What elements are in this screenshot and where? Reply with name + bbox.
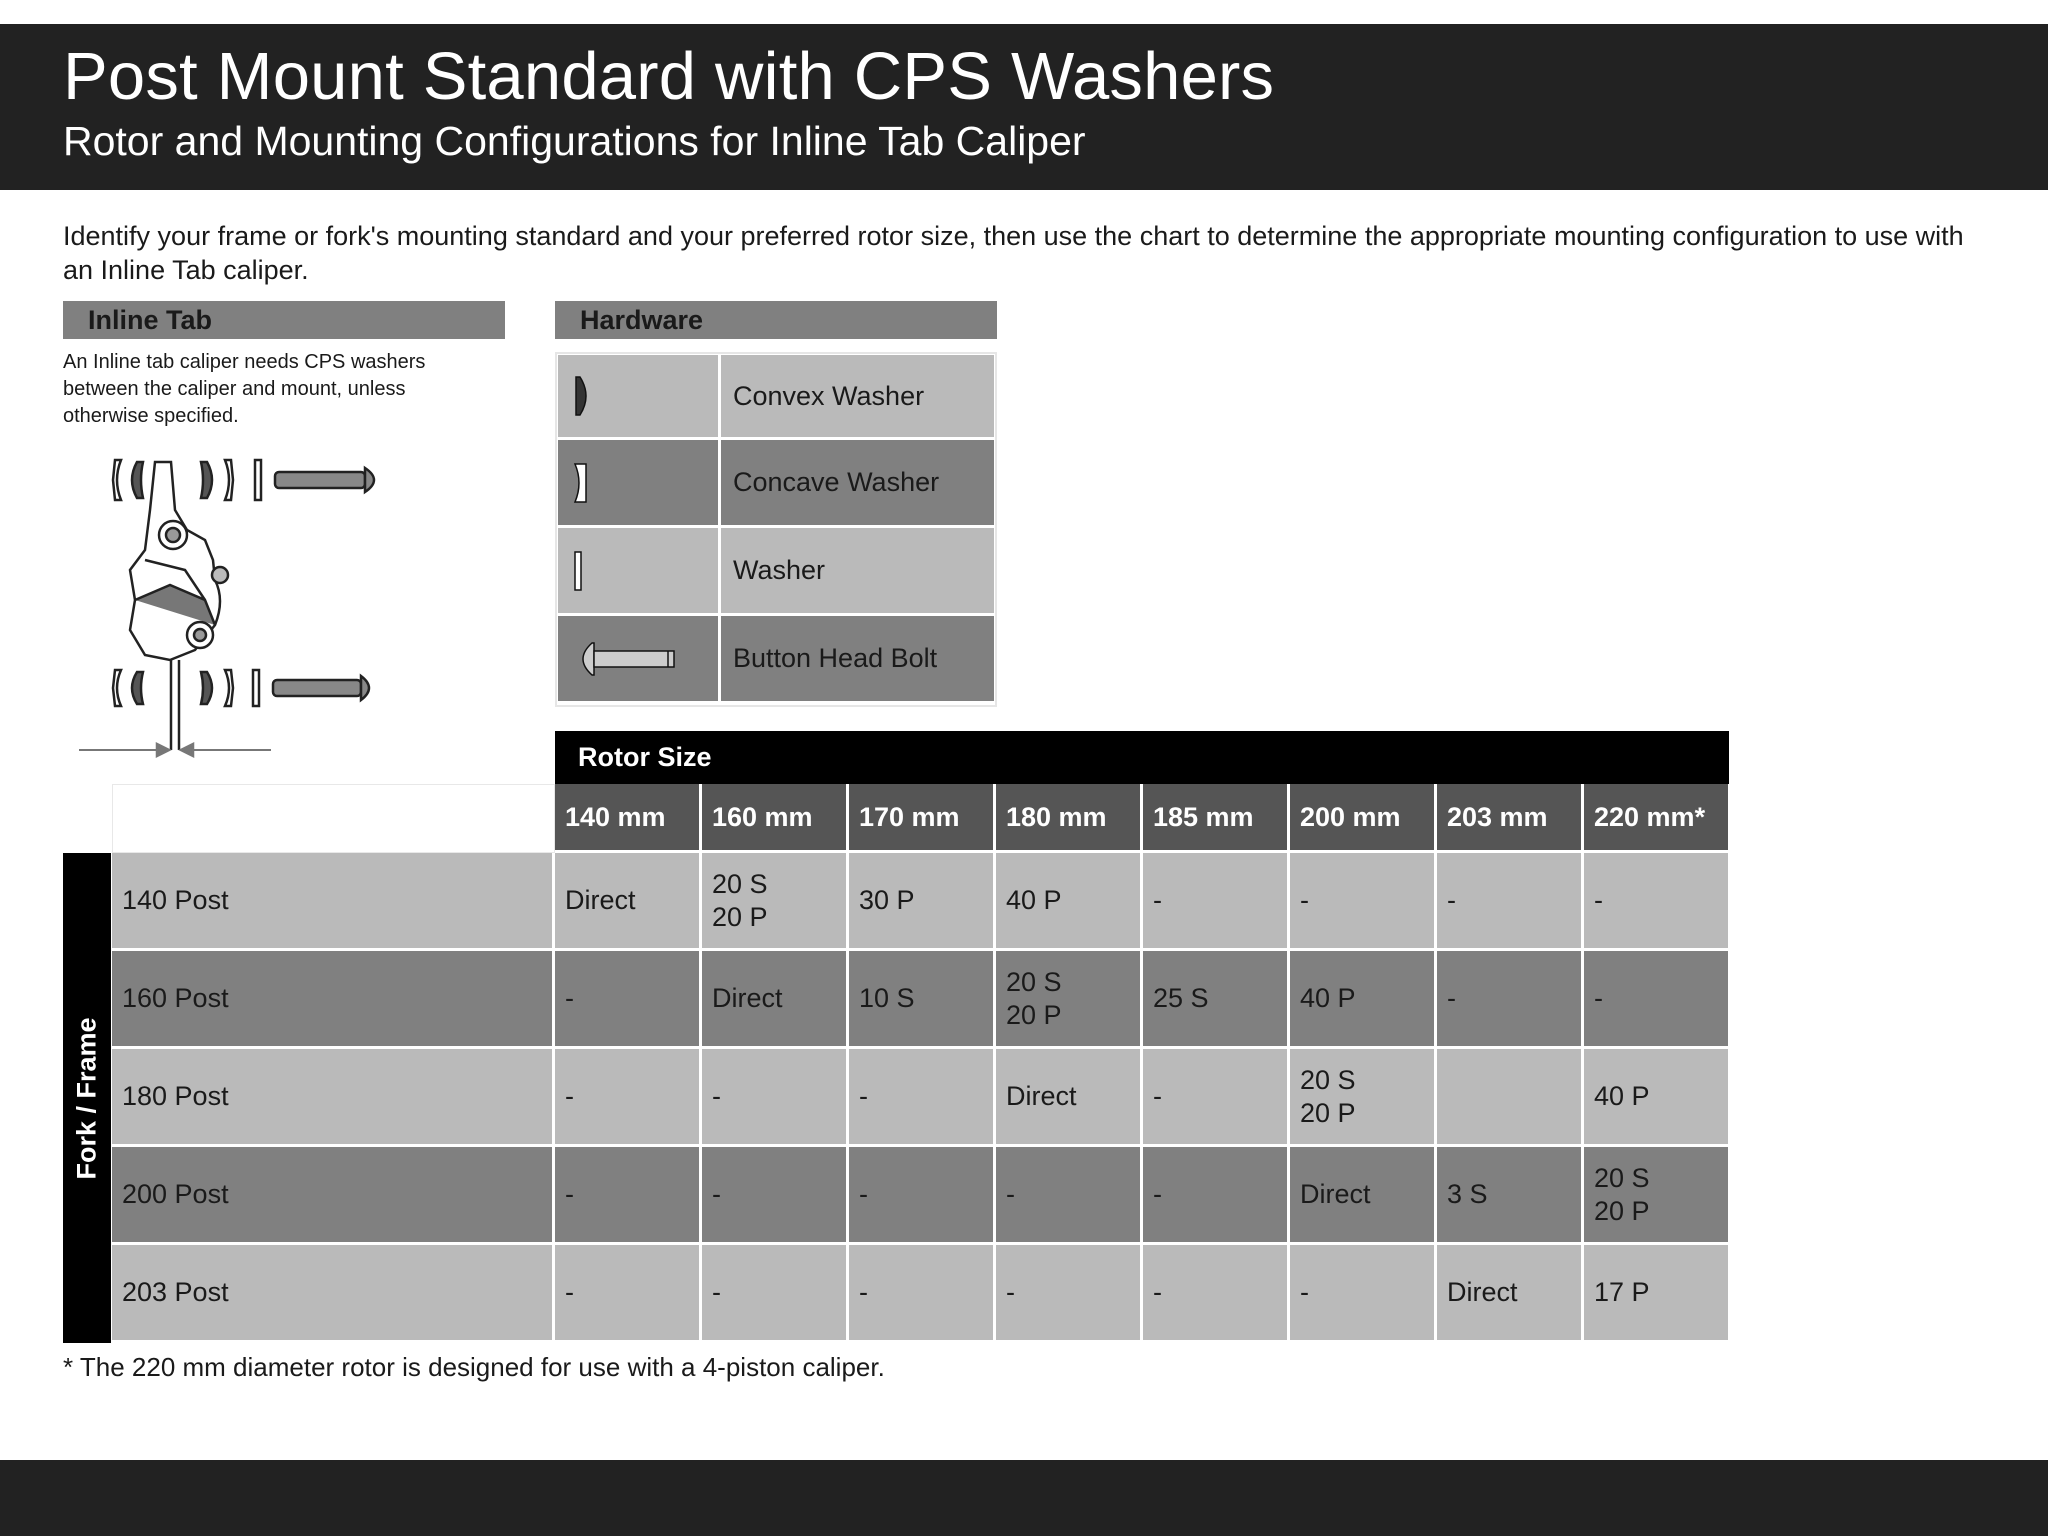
page-header (0, 24, 2048, 190)
column-header: 220 mm* (1584, 784, 1731, 853)
table-row (112, 853, 1731, 951)
table-cell: - (1437, 853, 1584, 951)
hardware-row (555, 352, 997, 440)
column-header: 200 mm (1290, 784, 1437, 853)
page-subtitle: Rotor and Mounting Configurations for Inline Tab Caliper (63, 118, 1086, 164)
column-header: 140 mm (555, 784, 702, 853)
hardware-label: Button Head Bolt (721, 616, 994, 701)
table-cell: - (1143, 1049, 1290, 1147)
table-cell: - (1584, 853, 1731, 951)
table-cell: - (1584, 951, 1731, 1049)
table-cell: - (1143, 853, 1290, 951)
table-cell: Direct (702, 951, 849, 1049)
table-cell: 3 S (1437, 1147, 1584, 1245)
configuration-table (112, 784, 1731, 1343)
table-cell: - (996, 1147, 1143, 1245)
column-header: 170 mm (849, 784, 996, 853)
table-cell: 17 P (1584, 1245, 1731, 1343)
footnote: * The 220 mm diameter rotor is designed for use with a 4-piston caliper. (63, 1352, 885, 1382)
table-cell: 20 S 20 P (702, 853, 849, 951)
table-cell: 25 S (1143, 951, 1290, 1049)
table-cell: - (996, 1245, 1143, 1343)
inline-tab-description: An Inline tab caliper needs CPS washers between the caliper and mount, unless otherwise specified. (63, 351, 426, 427)
hardware-row (555, 440, 997, 528)
table-cell: - (1143, 1245, 1290, 1343)
hardware-label: Convex Washer (721, 355, 994, 437)
table-cell: - (702, 1147, 849, 1245)
table-cell: 40 P (1584, 1049, 1731, 1147)
page-footer (0, 1460, 2048, 1536)
table-row (112, 1147, 1731, 1245)
row-header: 180 Post (112, 1049, 555, 1147)
table-cell: 30 P (849, 853, 996, 951)
column-header: 160 mm (702, 784, 849, 853)
washer-icon (558, 528, 721, 613)
hardware-row (555, 528, 997, 616)
table-cell: - (849, 1049, 996, 1147)
table-header-row (112, 784, 1731, 853)
table-cell: - (555, 951, 702, 1049)
table-cell: Direct (1437, 1245, 1584, 1343)
row-header: 200 Post (112, 1147, 555, 1245)
table-cell: - (1290, 853, 1437, 951)
rotor-size-heading: Rotor Size (555, 731, 1729, 784)
table-cell: 20 S 20 P (1290, 1049, 1437, 1147)
table-cell: Direct (996, 1049, 1143, 1147)
table-cell: - (1143, 1147, 1290, 1245)
hardware-row (555, 616, 997, 704)
page-title: Post Mount Standard with CPS Washers (63, 39, 1275, 114)
table-cell: Direct (1290, 1147, 1437, 1245)
table-row (112, 1049, 1731, 1147)
convex-washer-icon (558, 355, 721, 437)
table-cell: 20 S 20 P (1584, 1147, 1731, 1245)
intro-text: Identify your frame or fork's mounting standard and your preferred rotor size, then use the chart to determine the appropriate mounting configuration to use with an Inline Tab caliper. (63, 221, 1964, 285)
table-cell: 40 P (1290, 951, 1437, 1049)
concave-washer-icon (558, 440, 721, 525)
hardware-table (555, 352, 997, 704)
hardware-label: Washer (721, 528, 994, 613)
column-header: 180 mm (996, 784, 1143, 853)
row-header: 160 Post (112, 951, 555, 1049)
table-cell: - (849, 1245, 996, 1343)
table-cell: 10 S (849, 951, 996, 1049)
table-cell: - (555, 1147, 702, 1245)
hardware-heading: Hardware (555, 301, 997, 339)
table-row (112, 951, 1731, 1049)
table-cell: - (1290, 1245, 1437, 1343)
fork-frame-label-text: Fork / Frame (71, 1016, 102, 1180)
table-corner (112, 784, 555, 853)
table-row (112, 1245, 1731, 1343)
table-cell: - (555, 1245, 702, 1343)
column-header: 185 mm (1143, 784, 1290, 853)
table-cell: - (702, 1245, 849, 1343)
caliper-diagram-icon (75, 450, 395, 770)
fork-frame-label (63, 853, 111, 1343)
table-cell: Direct (555, 853, 702, 951)
column-header: 203 mm (1437, 784, 1584, 853)
table-cell: - (555, 1049, 702, 1147)
table-cell: 40 P (996, 853, 1143, 951)
table-cell: - (849, 1147, 996, 1245)
inline-tab-heading: Inline Tab (63, 301, 505, 339)
table-cell: - (702, 1049, 849, 1147)
table-cell: - (1437, 951, 1584, 1049)
button-head-bolt-icon (558, 616, 721, 701)
hardware-label: Concave Washer (721, 440, 994, 525)
table-cell: 20 S 20 P (996, 951, 1143, 1049)
table-cell (1437, 1049, 1584, 1147)
row-header: 203 Post (112, 1245, 555, 1343)
row-header: 140 Post (112, 853, 555, 951)
